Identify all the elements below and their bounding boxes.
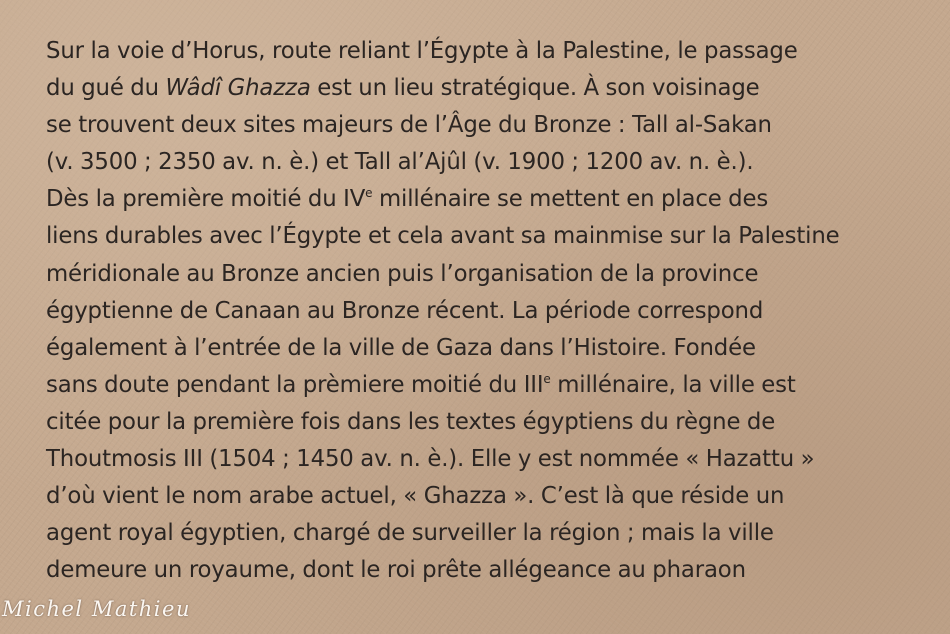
text-line: méridionale au Bronze ancien puis l’organisation de la province xyxy=(46,260,759,287)
exhibit-text-panel xyxy=(46,33,926,589)
text-line: sans doute pendant la prèmiere moitié du IIIe millénaire, la ville est xyxy=(46,371,796,398)
text-line: Dès la première moitié du IVe millénaire se mettent en place des xyxy=(46,186,769,213)
ordinal-superscript: e xyxy=(543,371,551,386)
text-line: égyptienne de Canaan au Bronze récent. La période correspond xyxy=(46,297,764,324)
text-line: demeure un royaume, dont le roi prête allégeance au pharaon xyxy=(46,557,746,584)
wadi-name-italic: Wâdî Ghazza xyxy=(165,75,311,102)
text-line: agent royal égyptien, chargé de surveiller la région ; mais la ville xyxy=(46,520,774,547)
text-line: également à l’entrée de la ville de Gaza dans l’Histoire. Fondée xyxy=(46,334,756,361)
text-line: (v. 3500 ; 2350 av. n. è.) et Tall al’Ajûl (v. 1900 ; 1200 av. n. è.). xyxy=(46,149,754,176)
text-line: Sur la voie d’Horus, route reliant l’Égypte à la Palestine, le passage xyxy=(46,38,798,64)
text-line: du gué du Wâdî Ghazza est un lieu stratégique. À son voisinage xyxy=(46,75,760,102)
text-line: citée pour la première fois dans les textes égyptiens du règne de xyxy=(46,408,776,435)
text-line: Thoutmosis III (1504 ; 1450 av. n. è.). Elle y est nommée « Hazattu » xyxy=(46,446,815,473)
text-line: d’où vient le nom arabe actuel, « Ghazza ». C’est là que réside un xyxy=(46,483,785,510)
ordinal-superscript: e xyxy=(365,186,373,201)
photographer-watermark: Michel Mathieu xyxy=(2,597,191,621)
text-line: se trouvent deux sites majeurs de l’Âge du Bronze : Tall al-Sakan xyxy=(46,112,772,139)
text-line: liens durables avec l’Égypte et cela avant sa mainmise sur la Palestine xyxy=(46,223,840,250)
